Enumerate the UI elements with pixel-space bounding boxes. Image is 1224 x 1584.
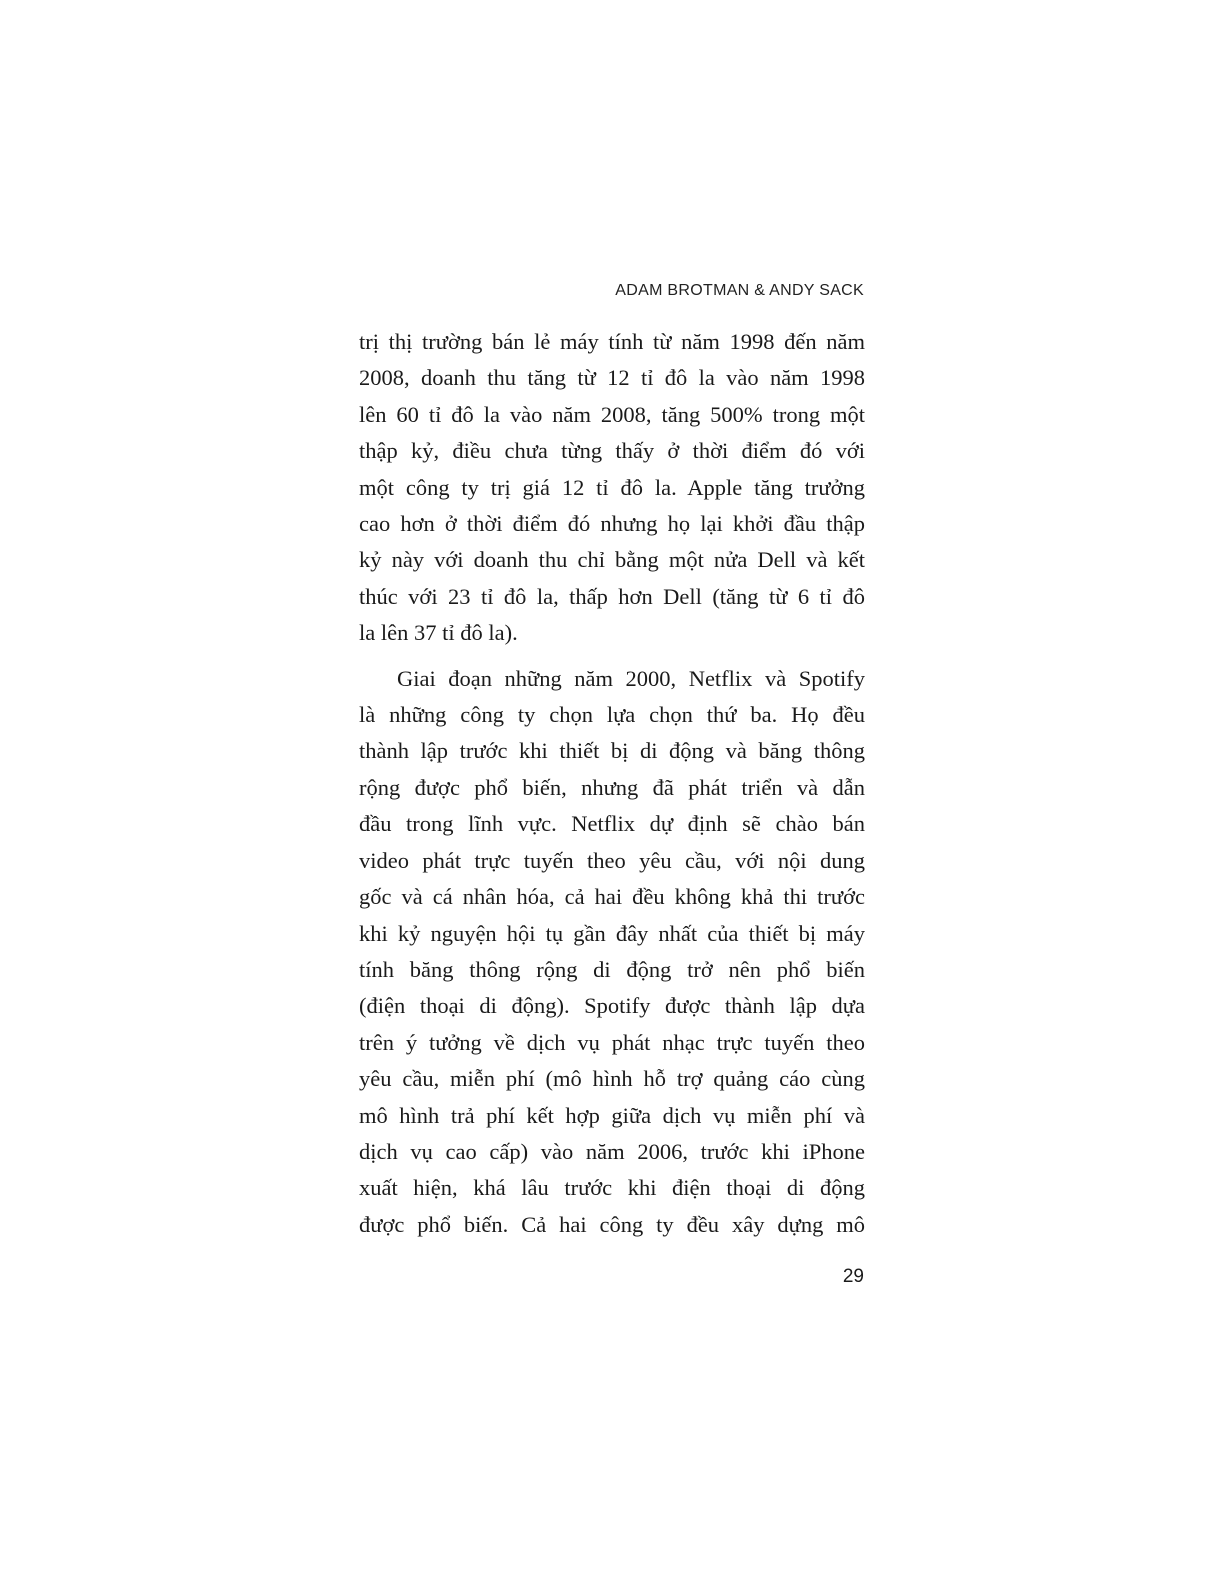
running-head: ADAM BROTMAN & ANDY SACK: [615, 282, 864, 299]
text-line: mô hình trả phí kết hợp giữa dịch vụ miễn phí và: [359, 1102, 865, 1128]
text-line: la lên 37 tỉ đô la).: [359, 620, 518, 646]
text-line: đầu trong lĩnh vực. Netflix dự định sẽ chào bán: [359, 811, 865, 837]
text-line: dịch vụ cao cấp) vào năm 2006, trước khi iPhone: [359, 1138, 865, 1164]
text-line: yêu cầu, miễn phí (mô hình hỗ trợ quảng cáo cùng: [359, 1066, 865, 1092]
text-line: thành lập trước khi thiết bị di động và băng thông: [359, 738, 865, 764]
text-line: khi kỷ nguyện hội tụ gần đây nhất của thiết bị máy: [359, 920, 865, 946]
text-line: tính băng thông rộng di động trở nên phổ biến: [359, 956, 865, 982]
paragraph-1: [359, 324, 865, 652]
paragraph-2: [359, 661, 865, 1244]
page-number: 29: [842, 1266, 864, 1287]
text-line: rộng được phổ biến, nhưng đã phát triển và dẫn: [359, 774, 865, 800]
text-line: lên 60 tỉ đô la vào năm 2008, tăng 500% trong một: [359, 401, 865, 427]
text-line: (điện thoại di động). Spotify được thành lập dựa: [359, 993, 865, 1019]
body-text: [359, 324, 865, 1243]
text-line: thập kỷ, điều chưa từng thấy ở thời điểm đó với: [359, 438, 865, 464]
text-line: một công ty trị giá 12 tỉ đô la. Apple tăng trưởng: [359, 474, 865, 500]
text-line: được phổ biến. Cả hai công ty đều xây dựng mô: [359, 1211, 865, 1237]
text-line: kỷ này với doanh thu chỉ bằng một nửa Dell và kết: [359, 547, 865, 573]
text-line: gốc và cá nhân hóa, cả hai đều không khả thi trước: [359, 884, 865, 910]
text-line: trị thị trường bán lẻ máy tính từ năm 1998 đến năm: [359, 329, 865, 354]
text-line: 2008, doanh thu tăng từ 12 tỉ đô la vào năm 1998: [359, 365, 865, 391]
text-line: thúc với 23 tỉ đô la, thấp hơn Dell (tăng từ 6 tỉ đô: [359, 583, 865, 609]
text-line: video phát trực tuyến theo yêu cầu, với nội dung: [359, 847, 865, 873]
text-line: xuất hiện, khá lâu trước khi điện thoại di động: [359, 1175, 865, 1201]
text-line: trên ý tưởng về dịch vụ phát nhạc trực tuyến theo: [359, 1029, 865, 1055]
text-line: cao hơn ở thời điểm đó nhưng họ lại khởi đầu thập: [359, 511, 865, 537]
text-line: Giai đoạn những năm 2000, Netflix và Spotify: [397, 665, 865, 691]
text-line: là những công ty chọn lựa chọn thứ ba. Họ đều: [359, 702, 865, 728]
